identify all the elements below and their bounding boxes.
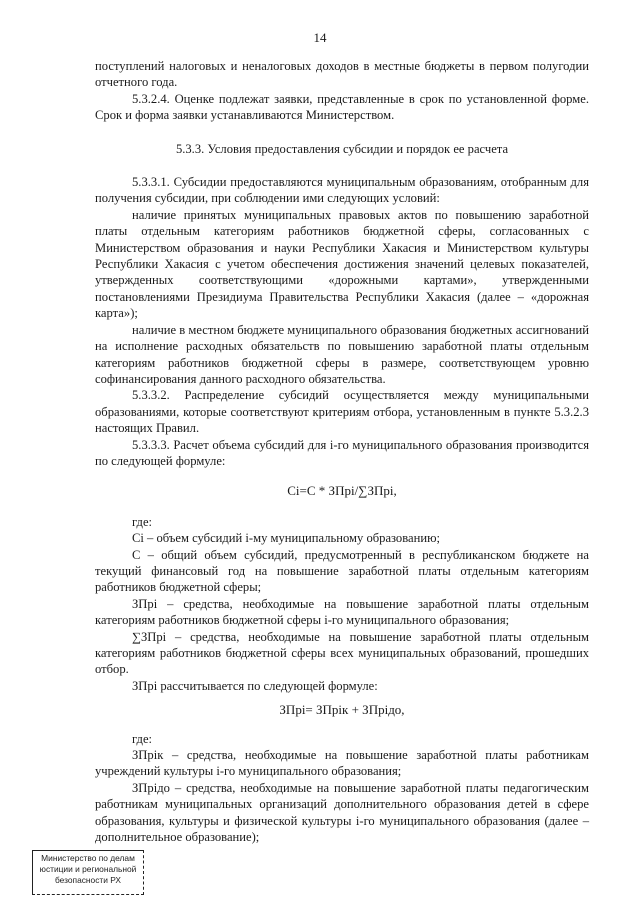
where-label: где: — [132, 514, 153, 529]
paragraph-5-3-3-2: 5.3.3.2. Распределение субсидий осуществляется между муниципальными образованиями, которые соответствуют критериям отбора, установленным в пункте 5.3.2.3 настоящих Правил. — [95, 388, 589, 436]
zpri-formula-intro: ЗПрi рассчитывается по следующей формуле: — [132, 678, 378, 693]
paragraph-continuation: поступлений налоговых и неналоговых доходов в местные бюджеты в первом полугодии отчетного года. — [95, 59, 589, 90]
definition-ci: Ci – объем субсидий i-му муниципальному образованию; — [132, 531, 440, 546]
definition-zprik: ЗПрiк – средства, необходимые на повышение заработной платы работникам учреждений культуры i-го муниципального образования; — [95, 748, 589, 779]
paragraph-5-3-2-4: 5.3.2.4. Оценке подлежат заявки, представленные в срок по установленной форме. Срок и форма заявки устанавливаются Министерством. — [95, 91, 589, 123]
paragraph-5-3-3-1: 5.3.3.1. Субсидии предоставляются муниципальным образованиям, отобранным для получения субсидии, при соблюдении ими следующих условий: — [95, 175, 589, 206]
page-number: 14 — [313, 30, 327, 45]
definition-zprido: ЗПрiдо – средства, необходимые на повышение заработной платы педагогическим работникам муниципальных организаций дополнительного образования детей в сфере образования, культуры и физической культуры i-го муниципального образования (далее – дополнительное образование); — [95, 780, 589, 845]
paragraph-5-3-3-3: 5.3.3.3. Расчет объема субсидий для i-го муниципального образования производится по следующей формуле: — [95, 437, 589, 468]
formula-subsidy: Ci=C * ЗПрi/∑ЗПрi, — [287, 483, 397, 499]
ministry-stamp — [32, 850, 144, 895]
stamp-line-1: Министерство по делам — [41, 853, 135, 863]
definition-sum-zpri: ∑ЗПрi – средства, необходимые на повышение заработной платы отдельным категориям работников бюджетной сферы всех муниципальных образований, прошедших отбор. — [95, 629, 589, 677]
section-heading-5-3-3: 5.3.3. Условия предоставления субсидии и порядок ее расчета — [175, 141, 509, 156]
formula-zpri: ЗПрi= ЗПрiк + ЗПрiдо, — [279, 702, 405, 718]
where-label-2: где: — [132, 731, 153, 746]
stamp-line-3: безопасности РХ — [54, 875, 122, 885]
condition-legal-acts: наличие принятых муниципальных правовых актов по повышению заработной платы отдельным категориям работников бюджетной сферы, согласованных с Министерством образования и науки Республики Хакасия и Министерством культуры Республики Хакасия с учетом обеспечения достижения значений целевых показателей, утвержденных соответствующими «дорожными картами», утвержденными постановлениями Президиума Правительства Республики Хакасия (далее – «дорожная карта»); — [95, 207, 589, 321]
definition-c: C – общий объем субсидий, предусмотренный в республиканском бюджете на текущий финансовый год на повышение заработной платы отдельным категориям работников бюджетной сферы; — [95, 547, 589, 595]
condition-budget-allocations: наличие в местном бюджете муниципального образования бюджетных ассигнований на исполнение расходных обязательств по повышению заработной платы отдельным категориям работников бюджетной сферы в размере, соответствующем уровню софинансирования данного расходного обязательства. — [95, 322, 589, 386]
definition-zpri: ЗПрi – средства, необходимые на повышение заработной платы отдельным категориям работников бюджетной сферы i-го муниципального образования; — [95, 596, 589, 628]
document-body — [95, 58, 589, 845]
stamp-line-2: юстиции и региональной — [39, 864, 137, 874]
